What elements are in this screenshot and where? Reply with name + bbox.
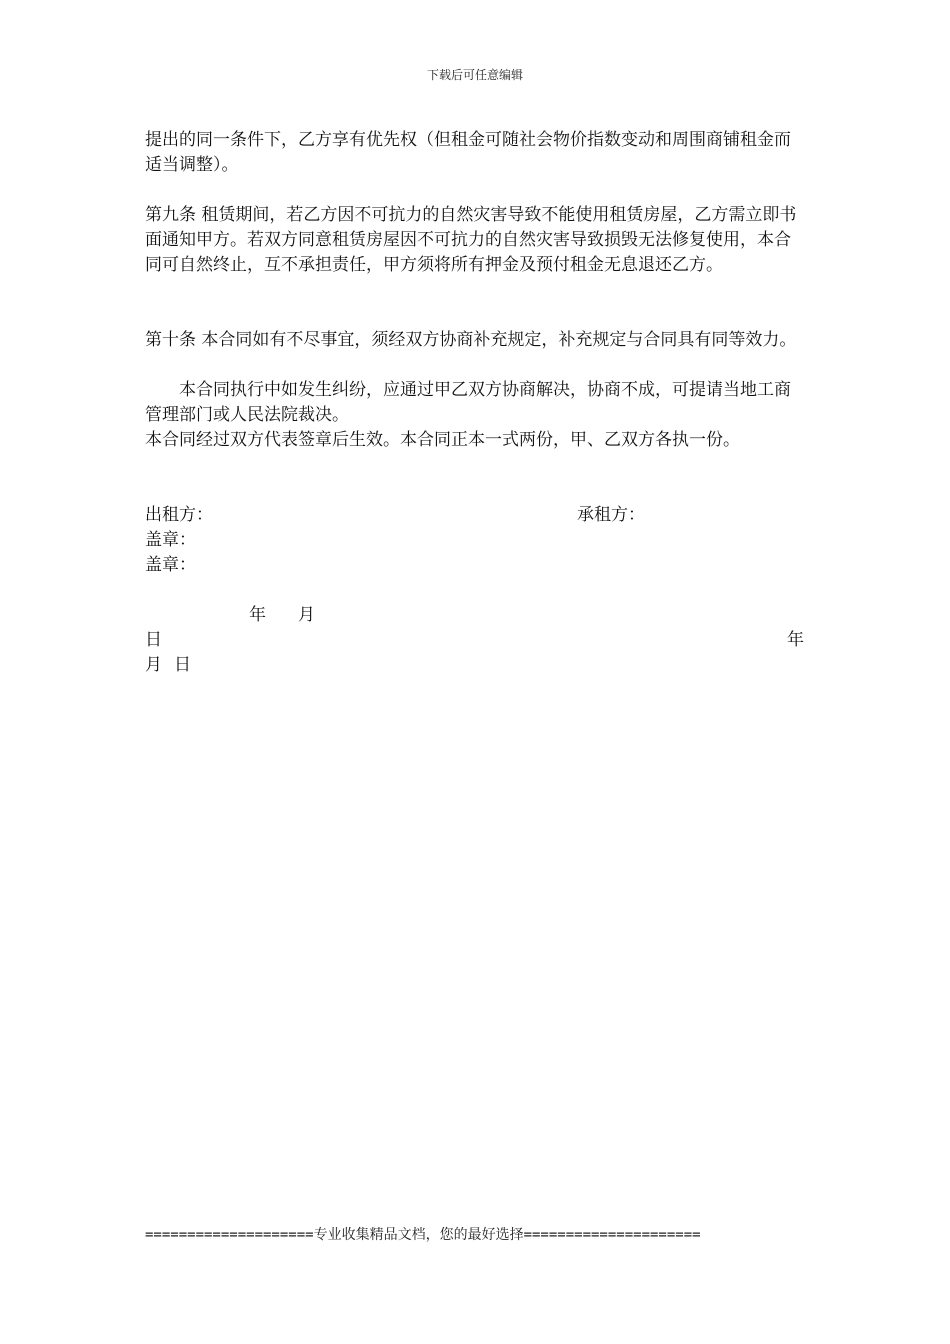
paragraph-priority-right: 提出的同一条件下，乙方享有优先权（但租金可随社会物价指数变动和周围商铺租金而适当调整）。 (145, 130, 791, 175)
article-9-paragraph: 第九条 租赁期间，若乙方因不可抗力的自然灾害导致不能使用租赁房屋，乙方需立即书面通知甲方。若双方同意租赁房屋因不可抗力的自然灾害导致损毁无法修复使用，本合同可自然终止，互不承担责任，甲方须将所有押金及预付租金无息退还乙方。 (145, 205, 797, 275)
page-footer: ====================专业收集精品文档，您的最好选择===================== (145, 1227, 701, 1243)
date-month-lessee: 月 (145, 655, 162, 675)
lessor-label: 出租方： (145, 505, 213, 525)
page-header: 下载后可任意编辑 (426, 68, 523, 82)
article-10-paragraph: 第十条 本合同如有不尽事宜，须经双方协商补充规定，补充规定与合同具有同等效力。 (145, 330, 797, 350)
effective-clause: 本合同经过双方代表签章后生效。本合同正本一式两份，甲、乙双方各执一份。 (145, 430, 740, 450)
seal-label-lessor: 盖章： (145, 530, 196, 550)
date-day-lessee: 日 (174, 655, 191, 675)
date-day-lessor: 日 (145, 630, 162, 650)
dispute-paragraph: 本合同执行中如发生纠纷，应通过甲乙双方协商解决，协商不成，可提请当地工商管理部门或人民法院裁决。 (145, 380, 791, 425)
date-year-lessor: 年 (249, 605, 266, 625)
date-month-lessor: 月 (298, 605, 315, 625)
date-year-lessee: 年 (787, 630, 804, 650)
seal-label-lessee: 盖章： (145, 555, 196, 575)
lessee-label: 承租方： (577, 505, 645, 525)
